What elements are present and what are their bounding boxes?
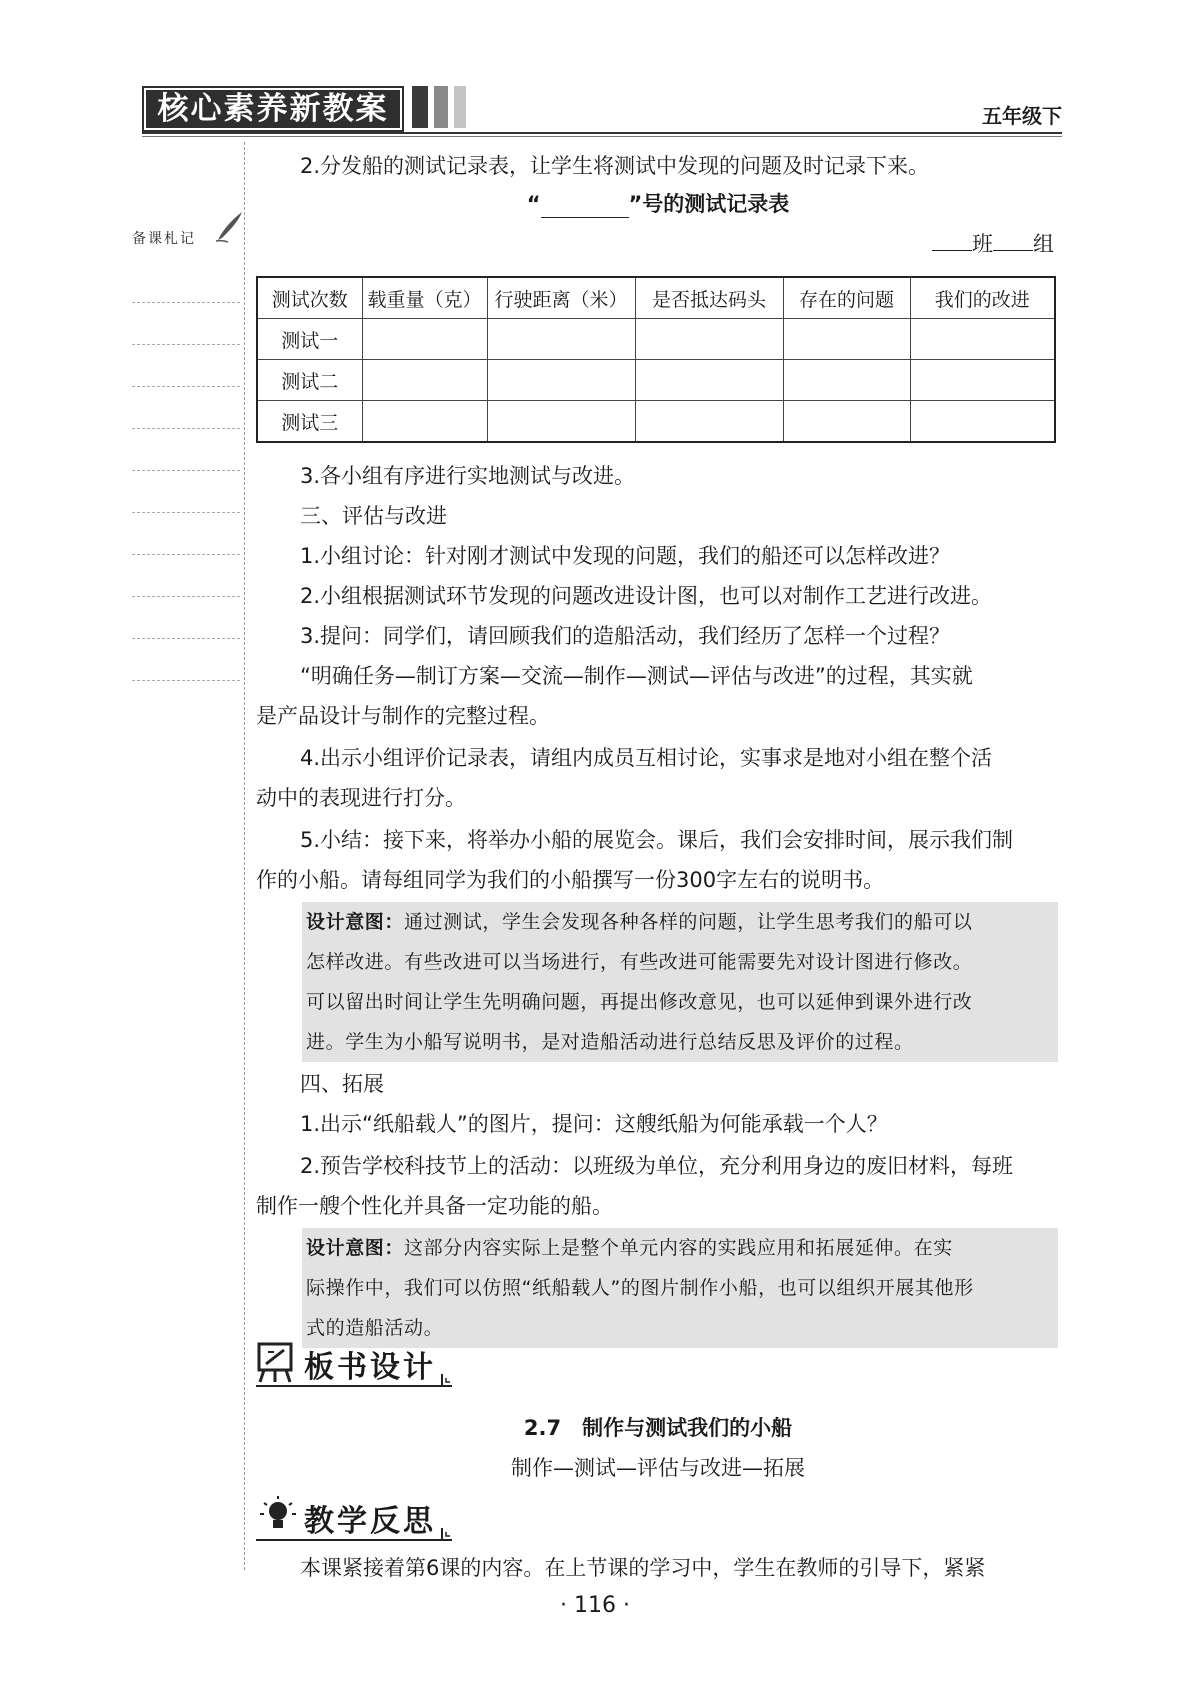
table-header-cell: 是否抵达码头 bbox=[635, 277, 783, 319]
s4-item-1: 1.出示“纸船载人”的图片，提问：这艘纸船为何能承载一个人？ bbox=[300, 1112, 888, 1136]
intent-line: 这部分内容实际上是整个单元内容的实践应用和拓展延伸。在实 bbox=[404, 1237, 953, 1259]
s3-item-5-line-2: 作的小船。请每组同学为我们的小船撰写一份300字左右的说明书。 bbox=[256, 868, 885, 892]
blank-cell bbox=[910, 319, 1055, 360]
step-3: 3.各小组有序进行实地测试与改进。 bbox=[300, 464, 636, 488]
header-bar-mid bbox=[434, 86, 448, 128]
table-title-open-quote: “ bbox=[526, 192, 541, 216]
table-title-text: ”号的测试记录表 bbox=[628, 192, 790, 216]
blank-cell bbox=[362, 319, 487, 360]
class-label: 班 bbox=[972, 232, 993, 256]
step-2: 2.分发船的测试记录表，让学生将测试中发现的问题及时记录下来。 bbox=[300, 154, 930, 178]
corner-mark-icon bbox=[440, 1372, 454, 1388]
board-design-heading: 板书设计 bbox=[304, 1350, 436, 1385]
s3-para-line-1: “明确任务—制订方案—交流—制作—测试—评估与改进”的过程，其实就 bbox=[300, 664, 973, 688]
class-group-line bbox=[932, 228, 1054, 258]
reflection-text: 本课紧接着第6课的内容。在上节课的学习中，学生在教师的引导下，紧紧 bbox=[300, 1556, 986, 1580]
intent-line: 式的造船活动。 bbox=[306, 1317, 444, 1339]
board-flow: 制作—测试—评估与改进—拓展 bbox=[511, 1456, 805, 1480]
s4-item-2-line-1: 2.预告学校科技节上的活动：以班级为单位，充分利用身边的废旧材料，每班 bbox=[300, 1154, 1014, 1178]
s3-para-line-2: 是产品设计与制作的完整过程。 bbox=[256, 704, 550, 728]
board-heading-underline bbox=[256, 1385, 446, 1387]
note-line bbox=[132, 428, 240, 429]
note-line bbox=[132, 512, 240, 513]
intent-line: 进。学生为小船写说明书，是对造船活动进行总结反思及评价的过程。 bbox=[306, 1031, 914, 1053]
quill-pen-icon bbox=[212, 210, 246, 244]
table-row bbox=[257, 319, 1055, 360]
board-title: 2.7 制作与测试我们的小船 bbox=[523, 1416, 793, 1440]
boat-name-blank bbox=[541, 197, 629, 218]
header-bar-dark bbox=[412, 86, 428, 128]
table-header-cell: 载重量（克） bbox=[362, 277, 487, 319]
class-blank bbox=[932, 250, 972, 251]
blank-cell bbox=[362, 360, 487, 401]
section-4-heading: 四、拓展 bbox=[300, 1072, 384, 1096]
note-line bbox=[132, 470, 240, 471]
blank-cell bbox=[635, 319, 783, 360]
note-line bbox=[132, 554, 240, 555]
blank-cell bbox=[362, 401, 487, 443]
row-label: 测试一 bbox=[257, 319, 362, 360]
design-intent-box-1 bbox=[302, 902, 1058, 1062]
s3-item-4-line-1: 4.出示小组评价记录表，请组内成员互相讨论，实事求是地对小组在整个活 bbox=[300, 746, 993, 770]
book-title: 核心素养新教案 bbox=[142, 86, 404, 132]
table-header-cell: 存在的问题 bbox=[783, 277, 910, 319]
group-label: 组 bbox=[1033, 232, 1054, 256]
teaching-reflection-heading: 教学反思 bbox=[304, 1504, 436, 1539]
row-label: 测试二 bbox=[257, 360, 362, 401]
header-rule bbox=[142, 132, 1062, 134]
blank-cell bbox=[783, 401, 910, 443]
s3-item-5-line-1: 5.小结：接下来，将举办小船的展览会。课后，我们会安排时间，展示我们制 bbox=[300, 828, 1014, 852]
test-record-table bbox=[256, 276, 1056, 443]
s3-item-3: 3.提问：同学们，请回顾我们的造船活动，我们经历了怎样一个过程？ bbox=[300, 624, 951, 648]
intent-line: 通过测试，学生会发现各种各样的问题，让学生思考我们的船可以 bbox=[404, 911, 973, 933]
grade-label: 五年级下 bbox=[982, 104, 1062, 128]
corner-mark-icon bbox=[440, 1526, 454, 1542]
margin-divider bbox=[244, 142, 245, 1570]
header-bar-light bbox=[454, 86, 466, 128]
table-row bbox=[257, 401, 1055, 443]
design-intent-label: 设计意图： bbox=[306, 1237, 405, 1259]
note-line bbox=[132, 680, 240, 681]
note-line bbox=[132, 596, 240, 597]
blank-cell bbox=[783, 319, 910, 360]
table-row bbox=[257, 360, 1055, 401]
intent-line: 可以留出时间让学生先明确问题，再提出修改意见，也可以延伸到课外进行改 bbox=[306, 991, 973, 1013]
table-header-row bbox=[257, 277, 1055, 319]
s3-item-2: 2.小组根据测试环节发现的问题改进设计图，也可以对制作工艺进行改进。 bbox=[300, 584, 993, 608]
blank-cell bbox=[487, 401, 635, 443]
row-label: 测试三 bbox=[257, 401, 362, 443]
blank-cell bbox=[635, 401, 783, 443]
intent-line: 怎样改进。有些改进可以当场进行，有些改进可能需要先对设计图进行修改。 bbox=[306, 951, 973, 973]
note-line bbox=[132, 302, 240, 303]
table-header-cell: 测试次数 bbox=[257, 277, 362, 319]
blank-cell bbox=[635, 360, 783, 401]
note-line bbox=[132, 386, 240, 387]
design-intent-label: 设计意图： bbox=[306, 911, 405, 933]
blank-cell bbox=[910, 401, 1055, 443]
table-header-cell: 行驶距离（米） bbox=[487, 277, 635, 319]
blackboard-icon bbox=[256, 1340, 298, 1384]
note-line bbox=[132, 638, 240, 639]
intent-line: 际操作中，我们可以仿照“纸船载人”的图片制作小船，也可以组织开展其他形 bbox=[306, 1277, 974, 1299]
s3-item-4-line-2: 动中的表现进行打分。 bbox=[256, 786, 466, 810]
reflection-heading-underline bbox=[256, 1539, 446, 1541]
s3-item-1: 1.小组讨论：针对刚才测试中发现的问题，我们的船还可以怎样改进？ bbox=[300, 544, 951, 568]
design-intent-box-2 bbox=[302, 1228, 1058, 1348]
page-number: · 116 · bbox=[560, 1593, 630, 1618]
note-line bbox=[132, 344, 240, 345]
group-blank bbox=[993, 250, 1033, 251]
table-title bbox=[256, 188, 1060, 218]
blank-cell bbox=[783, 360, 910, 401]
lightbulb-icon bbox=[258, 1494, 298, 1536]
s4-item-2-line-2: 制作一艘个性化并具备一定功能的船。 bbox=[256, 1194, 613, 1218]
table-header-cell: 我们的改进 bbox=[910, 277, 1055, 319]
section-3-heading: 三、评估与改进 bbox=[300, 504, 447, 528]
header-rule-thin bbox=[142, 136, 1062, 137]
notes-label: 备课札记 bbox=[132, 231, 196, 247]
blank-cell bbox=[487, 360, 635, 401]
blank-cell bbox=[487, 319, 635, 360]
blank-cell bbox=[910, 360, 1055, 401]
